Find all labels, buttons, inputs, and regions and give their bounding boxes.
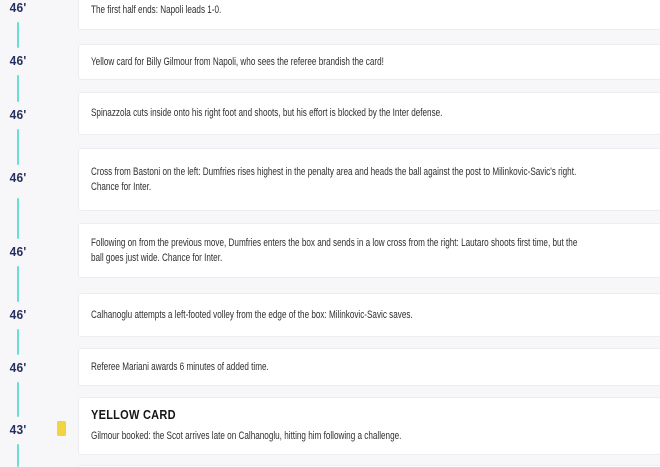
commentary-text: ball goes just wide. Chance for Inter. xyxy=(91,251,223,264)
minute-label: 46' xyxy=(9,0,27,15)
timeline-connector xyxy=(17,444,19,467)
commentary-card xyxy=(78,223,660,278)
commentary-text: Calhanoglu attempts a left-footed volley from the edge of the box: Milinkovic-Savic saves. xyxy=(91,308,413,321)
commentary-text: Following on from the previous move, Dumfries enters the box and sends in a low cross from the right: Lautaro shoots first time, but the xyxy=(91,236,578,249)
commentary-card xyxy=(78,397,660,455)
timeline-connector xyxy=(17,329,19,355)
commentary-text: Gilmour booked: the Scot arrives late on Calhanoglu, hitting him following a challenge. xyxy=(91,430,402,442)
commentary-text: Referee Mariani awards 6 minutes of added time. xyxy=(91,360,269,373)
commentary-text: Spinazzola cuts inside onto his right foot and shoots, but his effort is blocked by the Inter defense. xyxy=(91,107,443,119)
commentary-text: The first half ends: Napoli leads 1-0. xyxy=(91,3,222,16)
commentary-card xyxy=(78,293,660,337)
commentary-card xyxy=(78,348,660,386)
commentary-text: Chance for Inter. xyxy=(91,180,152,193)
minute-label: 46' xyxy=(9,53,27,68)
minute-label: 46' xyxy=(9,244,27,259)
timeline-connector xyxy=(17,129,19,165)
yellow-card-icon xyxy=(57,421,66,436)
commentary-text: Cross from Bastoni on the left: Dumfries rises highest in the penalty area and heads the ball against the post to Milinkovic-Savic's right. xyxy=(91,165,577,178)
commentary-card xyxy=(78,148,660,211)
timeline-connector xyxy=(17,22,19,48)
timeline-connector xyxy=(17,198,19,239)
minute-label: 46' xyxy=(9,307,27,322)
timeline-connector xyxy=(17,75,19,102)
event-title: YELLOW CARD xyxy=(91,408,176,422)
timeline-connector xyxy=(17,266,19,302)
minute-label: 46' xyxy=(9,170,27,185)
commentary-text: Yellow card for Billy Gilmour from Napoli, who sees the referee brandish the card! xyxy=(91,55,384,68)
commentary-card xyxy=(78,44,660,80)
minute-label: 46' xyxy=(9,107,27,122)
minute-label: 43' xyxy=(9,422,27,437)
commentary-card xyxy=(78,0,660,30)
timeline-connector xyxy=(17,382,19,417)
commentary-card xyxy=(78,92,660,135)
minute-label: 46' xyxy=(9,360,27,375)
